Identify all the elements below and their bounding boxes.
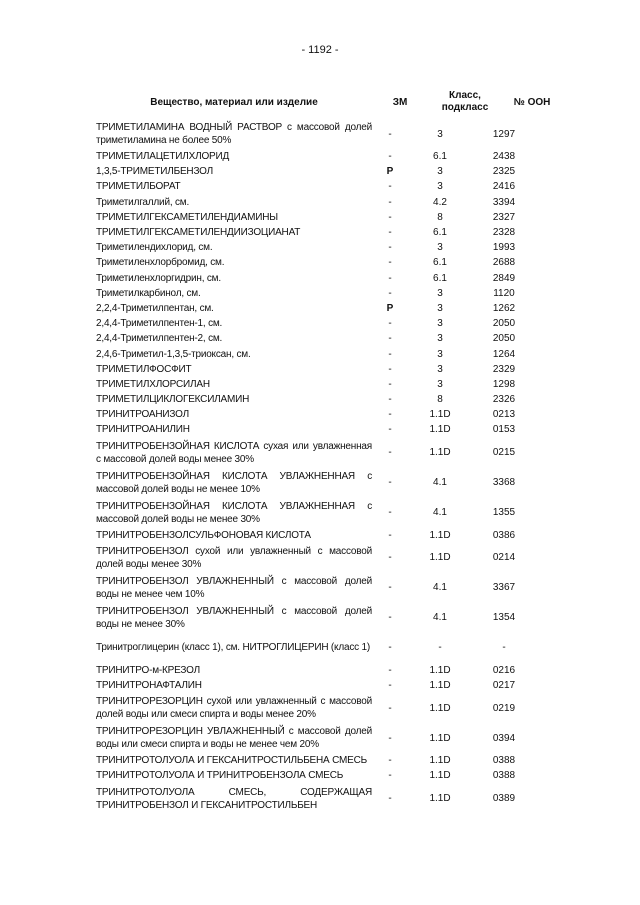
substance-name: ТРИНИТРОБЕНЗОЙНАЯ КИСЛОТА сухая или увлажненная с массовой долей воды менее 30% xyxy=(96,440,372,465)
substance-name: ТРИНИТРОТОЛУОЛА И ТРИНИТРОБЕНЗОЛА СМЕСЬ xyxy=(96,770,344,782)
un-number: 0394 xyxy=(492,732,516,744)
substance-name: ТРИМЕТИЛБОРАТ xyxy=(96,181,181,193)
substance-name: ТРИНИТРОБЕНЗОЛ сухой или увлажненный с массовой долей воды менее 30% xyxy=(96,545,372,570)
un-number: 2438 xyxy=(492,151,516,163)
zm-mark: - xyxy=(388,507,392,519)
substance-name: 2,2,4-Триметилпентан, см. xyxy=(96,302,214,314)
table-row xyxy=(96,438,536,468)
un-number: 0386 xyxy=(492,529,516,541)
class-subclass: 3 xyxy=(437,363,443,375)
zm-mark: - xyxy=(388,363,392,375)
class-subclass: 8 xyxy=(437,394,443,406)
column-header-oon: № ООН xyxy=(513,97,551,108)
class-subclass: 1.1D xyxy=(429,732,451,744)
table-row xyxy=(96,164,536,179)
zm-mark: - xyxy=(388,477,392,489)
zm-mark: - xyxy=(388,552,392,564)
zm-mark: Р xyxy=(386,166,394,178)
substance-name: ТРИНИТРОБЕНЗОЙНАЯ КИСЛОТА УВЛАЖНЕННАЯ с массовой долей воды не менее 10% xyxy=(96,470,372,495)
zm-mark: - xyxy=(388,447,392,459)
zm-mark: - xyxy=(388,211,392,223)
table-row xyxy=(96,286,536,301)
zm-mark: - xyxy=(388,227,392,239)
class-subclass: 6.1 xyxy=(433,227,447,239)
un-number: - xyxy=(502,642,506,654)
un-number: 0215 xyxy=(492,447,516,459)
table-row xyxy=(96,753,536,768)
substances-table-body xyxy=(96,119,536,814)
class-subclass: 3 xyxy=(437,242,443,254)
table-row xyxy=(96,573,536,603)
un-number: 1298 xyxy=(492,378,516,390)
table-row xyxy=(96,784,536,814)
substance-name: ТРИМЕТИЛЦИКЛОГЕКСИЛАМИН xyxy=(96,394,250,406)
substance-name: Тринитроглицерин (класс 1), см. НИТРОГЛИЦЕРИН (класс 1) xyxy=(96,642,371,654)
column-header-zm: ЗМ xyxy=(392,97,408,108)
table-row xyxy=(96,346,536,361)
zm-mark: - xyxy=(388,664,392,676)
substance-name: ТРИНИТРОТОЛУОЛА СМЕСЬ, СОДЕРЖАЩАЯ ТРИНИТРОБЕНЗОЛ И ГЕКСАНИТРОСТИЛЬБЕН xyxy=(96,786,372,811)
substance-name: Триметиленхлорбромид, см. xyxy=(96,257,225,269)
table-row xyxy=(96,255,536,270)
class-subclass: 1.1D xyxy=(429,447,451,459)
table-row xyxy=(96,119,536,149)
substance-name: ТРИМЕТИЛАЦЕТИЛХЛОРИД xyxy=(96,151,230,163)
substance-name: ТРИНИТРОАНИЛИН xyxy=(96,424,190,436)
un-number: 0216 xyxy=(492,664,516,676)
class-subclass: 1.1D xyxy=(429,770,451,782)
un-number: 2329 xyxy=(492,363,516,375)
class-subclass: 4.2 xyxy=(433,196,447,208)
un-number: 0388 xyxy=(492,770,516,782)
un-number: 1354 xyxy=(492,612,516,624)
un-number: 2326 xyxy=(492,394,516,406)
un-number: 0214 xyxy=(492,552,516,564)
class-subclass: 1.1D xyxy=(429,680,451,692)
column-header-name: Вещество, материал или изделие xyxy=(150,97,318,108)
un-number: 0217 xyxy=(492,680,516,692)
page-number: - 1192 - xyxy=(301,44,339,56)
table-row xyxy=(96,225,536,240)
class-subclass: 3 xyxy=(437,128,443,140)
substance-name: 2,4,4-Триметилпентен-1, см. xyxy=(96,318,223,330)
table-row xyxy=(96,468,536,498)
zm-mark: - xyxy=(388,770,392,782)
substance-name: ТРИМЕТИЛАМИНА ВОДНЫЙ РАСТВОР с массовой долей триметиламина не более 50% xyxy=(96,122,372,146)
table-row xyxy=(96,301,536,316)
zm-mark: - xyxy=(388,529,392,541)
table-row xyxy=(96,678,536,693)
zm-mark: - xyxy=(388,732,392,744)
class-subclass: 6.1 xyxy=(433,151,447,163)
zm-mark: - xyxy=(388,612,392,624)
substance-name: ТРИНИТРОРЕЗОРЦИН сухой или увлажненный с массовой долей воды или смеси спирта и воды менее 20% xyxy=(96,696,372,721)
zm-mark: - xyxy=(388,128,392,140)
class-subclass: - xyxy=(438,642,442,654)
class-subclass: 4.1 xyxy=(433,477,447,489)
substance-name: Триметилгаллий, см. xyxy=(96,196,190,208)
un-number: 2849 xyxy=(492,272,516,284)
table-row xyxy=(96,210,536,225)
zm-mark: - xyxy=(388,394,392,406)
substance-name: 2,4,6-Триметил-1,3,5-триоксан, см. xyxy=(96,348,251,360)
class-subclass: 3 xyxy=(437,348,443,360)
table-row xyxy=(96,693,536,723)
table-row xyxy=(96,149,536,164)
un-number: 0213 xyxy=(492,409,516,421)
substance-name: Триметилендихлорид, см. xyxy=(96,242,213,254)
un-number: 1120 xyxy=(493,287,515,299)
class-subclass: 1.1D xyxy=(429,755,451,767)
class-subclass: 3 xyxy=(437,333,443,345)
zm-mark: - xyxy=(388,318,392,330)
un-number: 0219 xyxy=(492,702,516,714)
class-subclass: 1.1D xyxy=(429,664,451,676)
table-row xyxy=(96,723,536,753)
un-number: 1993 xyxy=(492,242,516,254)
table-row xyxy=(96,528,536,543)
un-number: 0388 xyxy=(492,755,516,767)
table-row xyxy=(96,768,536,783)
zm-mark: - xyxy=(388,793,392,804)
zm-mark: - xyxy=(388,348,392,360)
zm-mark: - xyxy=(388,755,392,767)
class-subclass: 1.1D xyxy=(429,702,451,714)
substances-table xyxy=(96,119,536,814)
un-number: 1355 xyxy=(492,507,516,519)
column-header-class-line2: подкласс xyxy=(441,102,489,113)
table-row xyxy=(96,377,536,392)
un-number: 3367 xyxy=(492,582,516,594)
substance-name: ТРИНИТРО-м-КРЕЗОЛ xyxy=(96,664,200,676)
un-number: 2688 xyxy=(492,257,516,269)
zm-mark: - xyxy=(388,287,392,299)
table-row xyxy=(96,316,536,331)
class-subclass: 3 xyxy=(437,378,443,390)
zm-mark: - xyxy=(388,242,392,254)
un-number: 2050 xyxy=(492,333,516,345)
class-subclass: 4.1 xyxy=(433,507,447,519)
table-row xyxy=(96,392,536,407)
zm-mark: - xyxy=(388,151,392,163)
un-number: 0153 xyxy=(492,424,516,436)
class-subclass: 1.1D xyxy=(429,409,451,421)
zm-mark: - xyxy=(388,582,392,594)
substance-name: ТРИНИТРОБЕНЗОЛ УВЛАЖНЕННЫЙ с массовой долей воды не менее 30% xyxy=(96,605,372,630)
un-number: 1297 xyxy=(492,128,516,140)
table-row xyxy=(96,498,536,528)
un-number: 2327 xyxy=(492,211,516,223)
class-subclass: 4.1 xyxy=(433,582,447,594)
substance-name: Триметиленхлоргидрин, см. xyxy=(96,272,221,284)
table-row xyxy=(96,195,536,210)
un-number: 1262 xyxy=(492,302,516,314)
zm-mark: - xyxy=(388,409,392,421)
substance-name: ТРИНИТРОБЕНЗОЙНАЯ КИСЛОТА УВЛАЖНЕННАЯ с массовой долей воды не менее 30% xyxy=(96,500,372,525)
un-number: 3368 xyxy=(492,477,516,489)
zm-mark: - xyxy=(388,181,392,193)
table-row xyxy=(96,240,536,255)
un-number: 2050 xyxy=(492,318,516,330)
zm-mark: - xyxy=(388,378,392,390)
substance-name: 2,4,4-Триметилпентен-2, см. xyxy=(96,333,223,345)
substance-name: ТРИНИТРОНАФТАЛИН xyxy=(96,680,202,692)
zm-mark: - xyxy=(388,272,392,284)
substance-name: ТРИМЕТИЛГЕКСАМЕТИЛЕНДИИЗОЦИАНАТ xyxy=(96,227,301,239)
class-subclass: 1.1D xyxy=(429,793,451,804)
table-row xyxy=(96,407,536,422)
zm-mark: - xyxy=(388,642,392,654)
class-subclass: 1.1D xyxy=(429,529,451,541)
substance-name: ТРИНИТРОТОЛУОЛА И ГЕКСАНИТРОСТИЛЬБЕНА СМЕСЬ xyxy=(96,755,367,767)
class-subclass: 4.1 xyxy=(433,612,447,624)
class-subclass: 3 xyxy=(437,166,443,178)
un-number: 2416 xyxy=(492,181,516,193)
substance-name: 1,3,5-ТРИМЕТИЛБЕНЗОЛ xyxy=(96,166,214,178)
un-number: 2328 xyxy=(492,227,516,239)
table-row xyxy=(96,663,536,678)
substance-name: ТРИНИТРОАНИЗОЛ xyxy=(96,409,189,421)
class-subclass: 3 xyxy=(437,181,443,193)
class-subclass: 3 xyxy=(437,302,443,314)
zm-mark: - xyxy=(388,196,392,208)
un-number: 3394 xyxy=(492,196,516,208)
substance-name: ТРИМЕТИЛХЛОРСИЛАН xyxy=(96,378,210,390)
un-number: 0389 xyxy=(492,793,516,804)
un-number: 2325 xyxy=(492,166,516,178)
table-row xyxy=(96,362,536,377)
class-subclass: 3 xyxy=(437,287,443,299)
table-row xyxy=(96,633,536,663)
table-row xyxy=(96,271,536,286)
class-subclass: 6.1 xyxy=(433,272,447,284)
table-row xyxy=(96,422,536,437)
column-header-class xyxy=(430,90,500,114)
table-row xyxy=(96,603,536,633)
table-row xyxy=(96,543,536,573)
table-row xyxy=(96,331,536,346)
substance-name: ТРИМЕТИЛГЕКСАМЕТИЛЕНДИАМИНЫ xyxy=(96,211,278,223)
class-subclass: 1.1D xyxy=(429,424,451,436)
zm-mark: - xyxy=(388,702,392,714)
zm-mark: - xyxy=(388,333,392,345)
zm-mark: - xyxy=(388,257,392,269)
zm-mark: Р xyxy=(386,302,394,314)
un-number: 1264 xyxy=(492,348,516,360)
table-row xyxy=(96,179,536,194)
zm-mark: - xyxy=(388,680,392,692)
class-subclass: 6.1 xyxy=(433,257,447,269)
substance-name: ТРИНИТРОБЕНЗОЛ УВЛАЖНЕННЫЙ с массовой долей воды не менее чем 10% xyxy=(96,575,372,600)
column-header-class-line1: Класс, xyxy=(449,90,481,101)
substance-name: ТРИНИТРОРЕЗОРЦИН УВЛАЖНЕННЫЙ с массовой долей воды или смеси спирта и воды не менее чем 20% xyxy=(96,726,372,751)
zm-mark: - xyxy=(388,424,392,436)
class-subclass: 8 xyxy=(437,211,443,223)
substance-name: ТРИМЕТИЛФОСФИТ xyxy=(96,363,192,375)
substance-name: Триметилкарбинол, см. xyxy=(96,287,201,299)
substance-name: ТРИНИТРОБЕНЗОЛСУЛЬФОНОВАЯ КИСЛОТА xyxy=(96,529,311,541)
class-subclass: 3 xyxy=(437,318,443,330)
class-subclass: 1.1D xyxy=(429,552,451,564)
